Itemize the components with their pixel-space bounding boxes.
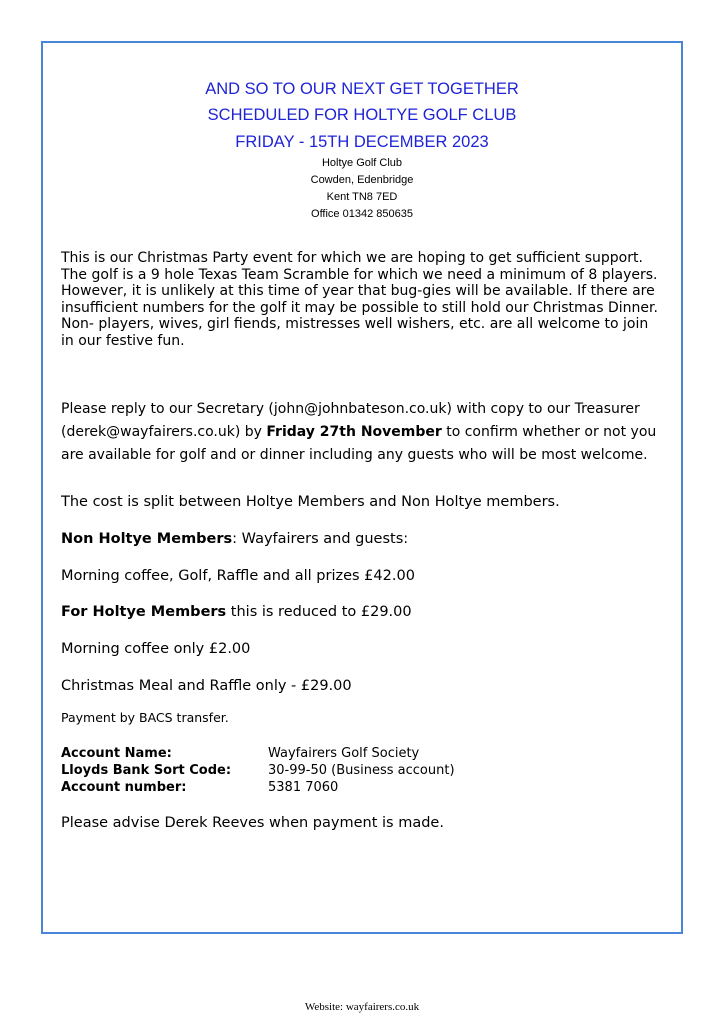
account-name-row [61, 745, 455, 762]
non-members-text: : Wayfairers and guests: [232, 531, 409, 547]
address-line-1: Holtye Golf Club [321, 157, 403, 169]
heading-line-2: SCHEDULED FOR HOLTYE GOLF CLUB [207, 106, 517, 124]
price-meal: Christmas Meal and Raffle only - £29.00 [61, 678, 352, 694]
website-footer: Website: wayfairers.co.uk [304, 1001, 420, 1013]
account-name-value: Wayfairers Golf Society [268, 746, 420, 761]
reply-deadline: Friday 27th November [266, 424, 442, 440]
non-members-line [61, 531, 408, 547]
price-coffee: Morning coffee only £2.00 [61, 641, 251, 657]
heading-line-1: AND SO TO OUR NEXT GET TOGETHER [205, 80, 519, 98]
account-number-label: Account number: [61, 780, 187, 795]
reply-text-before: Please reply to our Secretary (john@johnbateson.co.uk) with copy to our Treasurer (derek@wayfairers.co.uk) by [61, 401, 640, 440]
venue-address [0, 155, 724, 223]
account-number-value: 5381 7060 [268, 780, 339, 795]
sort-code-label: Lloyds Bank Sort Code: [61, 763, 232, 778]
account-details [61, 745, 455, 796]
intro-paragraph: This is our Christmas Party event for which we are hoping to get sufficient support. The golf is a 9 hole Texas Team Scramble for which we need a minimum of 8 players. However, it is unlikely at this time of year that bug-gies will be available. If there are insufficient numbers for the golf it may be possible to still hold our Christmas Dinner. Non- players, wives, girl fiends, mistresses well wishers, etc. are all welcome to join in our festive fun. [61, 250, 658, 349]
payment-advice: Please advise Derek Reeves when payment is made. [61, 815, 444, 831]
payment-method: Payment by BACS transfer. [61, 710, 229, 725]
members-line [61, 604, 412, 620]
address-phone: Office 01342 850635 [311, 208, 413, 220]
account-name-label: Account Name: [61, 746, 172, 761]
cost-intro: The cost is split between Holtye Members and Non Holtye members. [61, 494, 560, 510]
sort-code-row [61, 762, 455, 779]
address-line-3: Kent TN8 7ED [326, 191, 398, 203]
heading-line-3: FRIDAY - 15TH DECEMBER 2023 [235, 133, 489, 151]
account-number-row [61, 779, 455, 796]
non-members-label: Non Holtye Members [61, 531, 233, 547]
reply-text-after: to confirm whether or not you are available for golf and or dinner including any guests who will be most welcome. [61, 424, 657, 463]
address-line-2: Cowden, Edenbridge [310, 174, 414, 186]
price-full: Morning coffee, Golf, Raffle and all prizes £42.00 [61, 568, 415, 584]
reply-paragraph [61, 398, 661, 467]
sort-code-value: 30-99-50 (Business account) [268, 763, 455, 778]
members-text: this is reduced to £29.00 [226, 604, 412, 620]
members-label: For Holtye Members [61, 604, 227, 620]
